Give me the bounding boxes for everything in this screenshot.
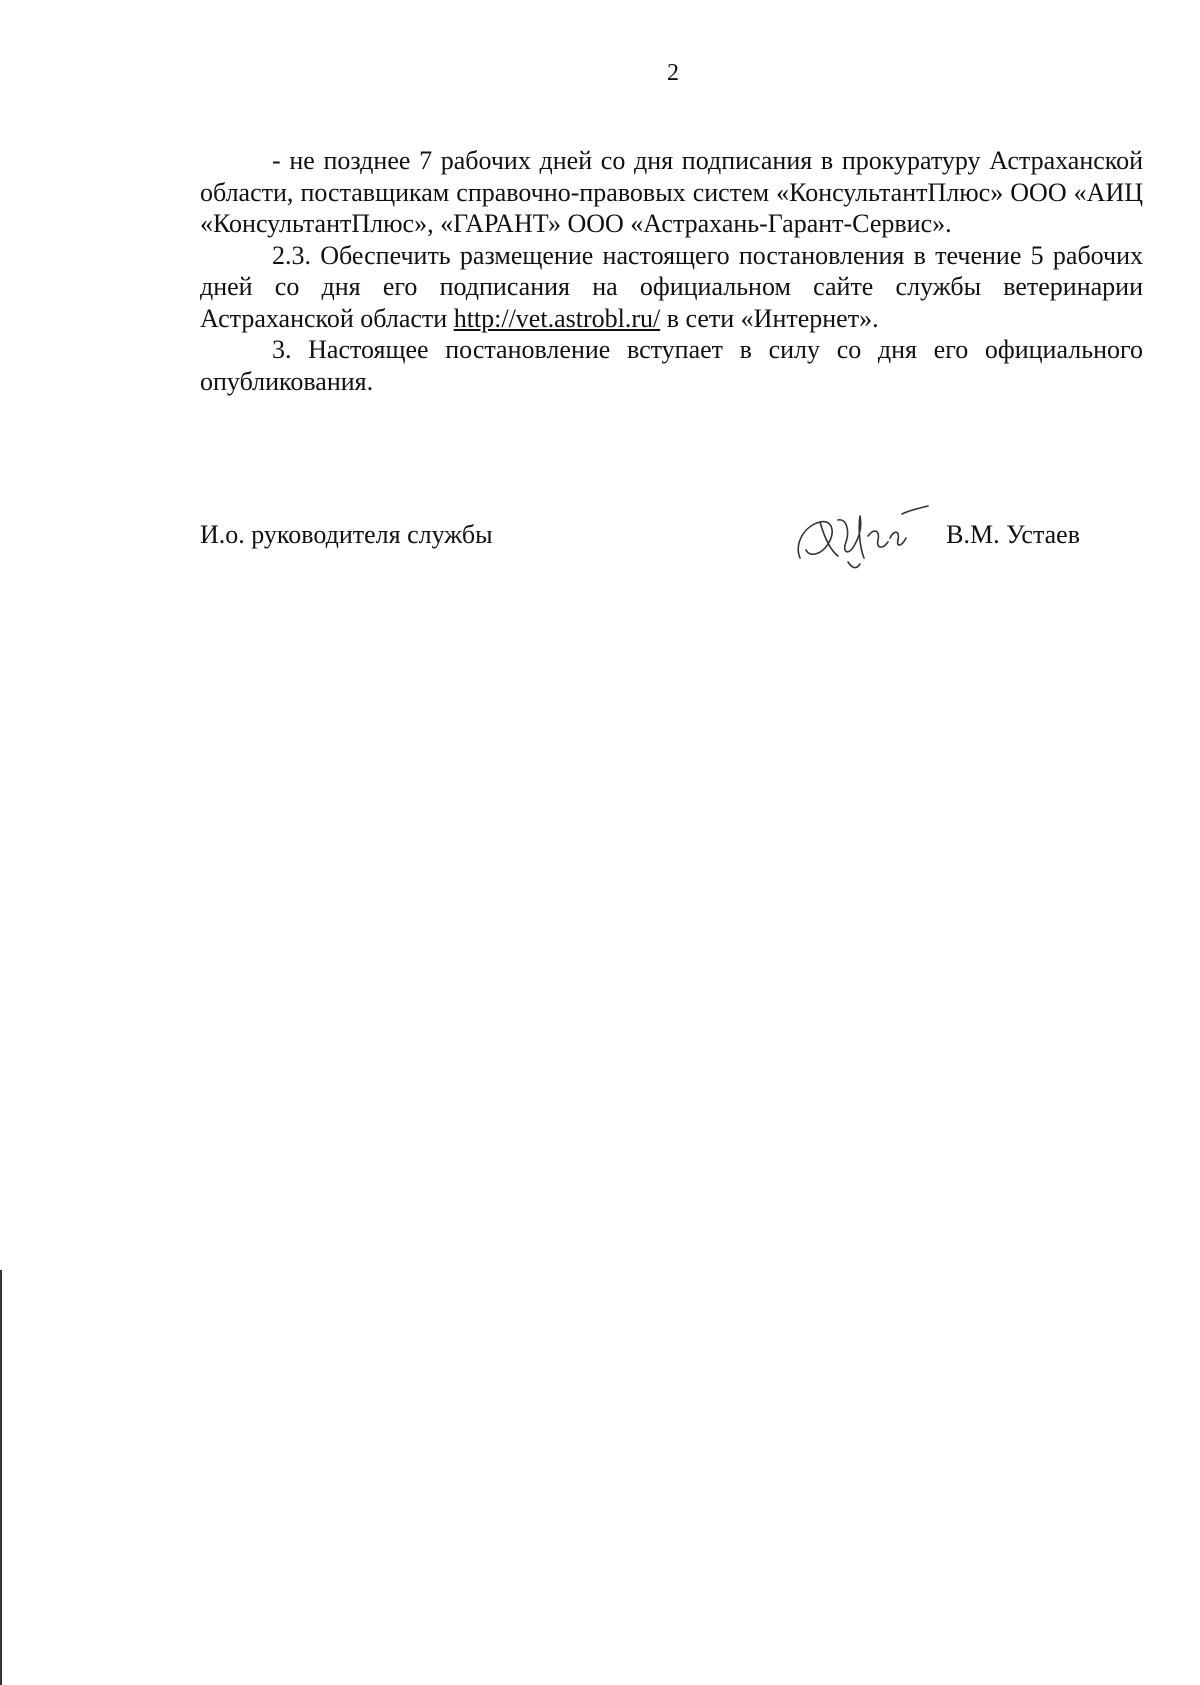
signature-block: [200, 520, 1080, 560]
paragraph-2-3: [200, 240, 1143, 335]
signatory-title: И.о. руководителя службы: [200, 520, 493, 549]
paragraph-recipients: - не позднее 7 рабочих дней со дня подписания в прокуратуру Астраханской области, поставщикам справочно-правовых систем «КонсультантПлюс» ООО «АИЦ «КонсультантПлюс», «ГАРАНТ» ООО «Астрахань-Гарант-Сервис».: [200, 146, 1143, 238]
paragraph-2-3-text-after: в сети «Интернет».: [660, 303, 879, 333]
signatory-name: В.М. Устаев: [946, 520, 1080, 549]
paragraph-2-3-text-before: 2.3. Обеспечить размещение настоящего постановления в течение 5 рабочих дней со дня его подписания на официальном сайте службы ветеринарии Астраханской области: [200, 240, 1143, 333]
scan-edge-line: [0, 1270, 2, 1685]
website-link[interactable]: http://vet.astrobl.ru/: [453, 303, 661, 333]
page-number: 2: [667, 60, 679, 86]
document-body: [200, 145, 1143, 397]
handwritten-signature-icon: [790, 500, 930, 572]
paragraph-3: 3. Настоящее постановление вступает в силу со дня его официального опубликования.: [200, 335, 1143, 396]
